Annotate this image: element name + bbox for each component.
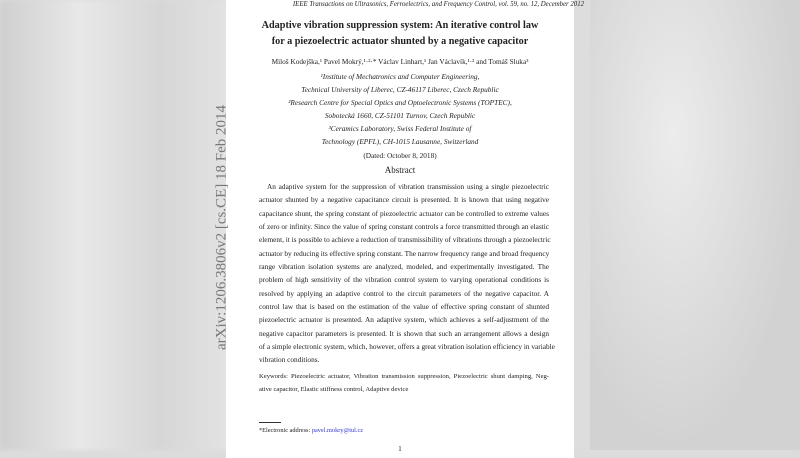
affiliation: Technology (EPFL), CH-1015 Lausanne, Switzerland <box>321 137 479 146</box>
abstract-line: resolved by applying an adaptive control to the circuit parameters of the negative capacitor. A <box>259 289 549 298</box>
footnote <box>259 426 363 435</box>
abstract-line: of a simple electronic system, which, however, offers a great vibration isolation efficiency in variable <box>259 342 555 351</box>
blurred-background-right <box>590 0 800 450</box>
abstract-line: An adaptive system for the suppression of vibration transmission using a single piezoelectric <box>267 182 549 191</box>
affiliation: Technical University of Liberec, CZ-46117 Liberec, Czech Republic <box>301 85 499 94</box>
abstract-line: of zero or infinity. Since the value of spring constant controls a force transmitted through an elastic <box>259 222 549 231</box>
affiliation: ¹Institute of Mechatronics and Computer Engineering, <box>320 72 480 81</box>
abstract-line: piezoelectric actuator is presented. An adaptive system, which achieves a self-adjustment of the <box>259 315 549 324</box>
abstract-line: control law that is based on the estimation of the value of effective spring constant of shunted <box>259 302 549 311</box>
affiliation: ²Research Centre for Special Optics and Optoelectronic Systems (TOPTEC), <box>288 98 512 107</box>
email-link[interactable]: pavel.mokry@tul.cz <box>311 427 364 434</box>
abstract-line: problem of high sensitivity of the vibration control system to varying operational conditions is <box>259 275 549 284</box>
title-line-2: for a piezoelectric actuator shunted by a negative capacitor <box>271 36 529 47</box>
authors: Miloš Kodejška,¹ Pavel Mokrý,¹·²·* Václav Linhart,¹ Jan Václavík,¹·² and Tomáš Sluka³ <box>271 57 529 66</box>
abstract-line: capacitance shunt, the spring constant of piezoelectric actuator can be controlled to extreme values <box>259 209 549 218</box>
abstract-line: element, it is possible to achieve a reduction of transmissibility of vibrations through a piezoelectric <box>259 235 551 244</box>
abstract-line: actuator shunted by a negative capacitance circuit is presented. It is known that using negative <box>259 195 549 204</box>
keywords-line: ative capacitor, Elastic stiffness control, Adaptive device <box>259 386 409 393</box>
dated: (Dated: October 8, 2018) <box>363 151 437 160</box>
abstract-line: actuator by reducing its effective spring constant. The narrow frequency range and broad frequency <box>259 249 550 258</box>
affiliation: Sobotecká 1660, CZ-51101 Turnov, Czech Republic <box>324 111 476 120</box>
page-number: 1 <box>398 444 402 453</box>
title-line-1: Adaptive vibration suppression system: An iterative control law <box>261 20 539 31</box>
arxiv-stamp: arXiv:1206.3806v2 [cs.CE] 18 Feb 2014 <box>213 105 230 350</box>
footnote-rule <box>259 422 281 423</box>
footnote-label: *Electronic address: <box>259 427 312 434</box>
abstract-line: vibration conditions. <box>259 355 320 364</box>
paper-page <box>226 0 584 458</box>
keywords-line: Keywords: Piezoelectric actuator, Vibration transmission suppression, Piezoelectric shunt damping, Neg- <box>259 373 549 380</box>
abstract-line: negative capacitor parameters is presented. It is shown that such an arrangement allows a design <box>259 329 549 338</box>
affiliation: ³Ceramics Laboratory, Swiss Federal Institute of <box>328 124 472 133</box>
abstract-heading: Abstract <box>384 165 416 175</box>
journal-header: IEEE Transactions on Ultrasonics, Ferroelectrics, and Frequency Control, vol. 59, no. 12, December 2012 <box>292 1 584 8</box>
abstract-line: range vibration isolation systems are analyzed, modeled, and experimentally investigated. The <box>259 262 549 271</box>
